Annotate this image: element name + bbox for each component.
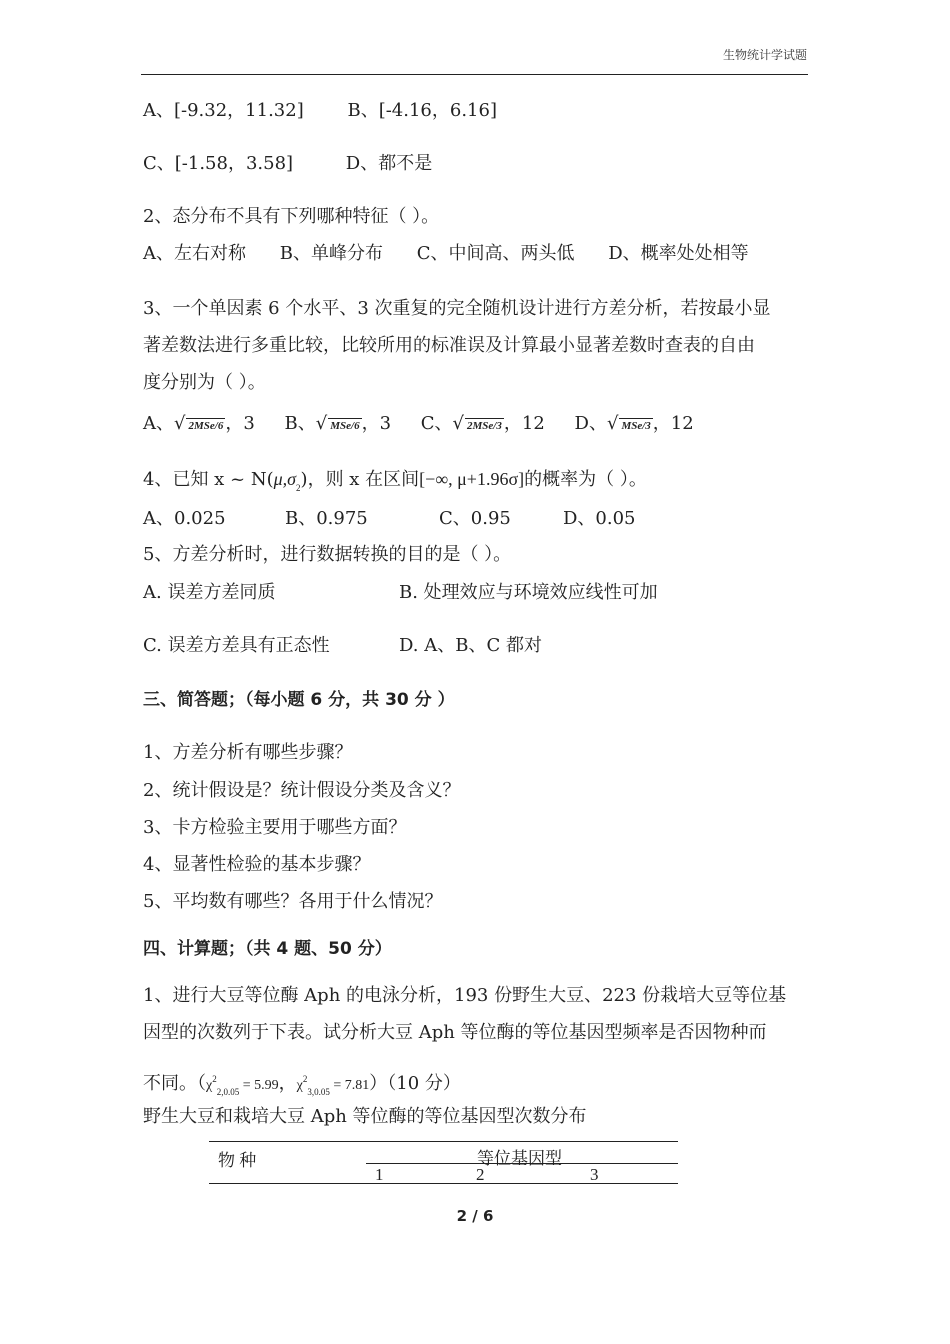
table-header-rule	[209, 1183, 678, 1184]
q2-option-d: D、概率处处相等	[608, 243, 749, 264]
q5-option-c: C. 误差方差具有正态性	[143, 635, 330, 656]
header-divider	[141, 74, 808, 75]
q4-dist-params: $\mu,\sigma_2$	[273, 469, 301, 493]
q3-stem-line-2: 著差数法进行多重比较，比较所用的标准误及计算最小显著差数时查表的自由	[143, 335, 755, 356]
q3-option-d: D、√ MSe/3 ，12	[574, 413, 694, 434]
q4-option-c: C、0.95	[439, 508, 511, 529]
section4-problem1-line-1: 1、进行大豆等位酶 Aph 的电泳分析，193 份野生大豆、223 份栽培大豆等位基	[143, 985, 787, 1006]
q4-option-d: D、0.05	[563, 508, 636, 529]
q3-option-c-expr: 2MSe/3	[467, 420, 502, 432]
q1-option-b: B、[-4.16，6.16]	[347, 100, 497, 121]
q4-option-b: B、0.975	[285, 508, 368, 529]
q3-option-d-expr: MSe/3	[621, 420, 651, 432]
section4-problem1-line-2: 因型的次数列于下表。试分析大豆 Aph 等位酶的等位基因型频率是否因物种而	[143, 1022, 767, 1043]
section3-item-1: 1、方差分析有哪些步骤？	[143, 742, 353, 763]
q2-stem: 2、态分布不具有下列哪种特征（ ）。	[143, 206, 440, 227]
section4-title: 四、计算题；（共 4 题、50 分）	[143, 939, 392, 959]
q5-options-row-2	[143, 634, 542, 658]
q1-option-c: C、[-1.58，3.58]	[143, 153, 294, 174]
section4-problem1-line-3: 不同。（$\chi^2_{2,0.05} = 5.99$，$\chi^2_{3,0.05} = 7.81)(10$ 分）	[143, 1073, 461, 1097]
q5-options-row-1	[143, 581, 658, 605]
q2-option-c: C、中间高、两头低	[416, 243, 575, 264]
table-subheader-1: 1	[375, 1165, 384, 1184]
q1-options-row-2	[143, 152, 432, 176]
sqrt-sign-icon: √	[606, 413, 619, 434]
section3-item-3: 3、卡方检验主要用于哪些方面？	[143, 817, 407, 838]
q3-option-a-expr: 2MSe/6	[188, 420, 224, 432]
table-header-genotype: 等位基因型	[477, 1149, 562, 1168]
chi-square-critical-1: $\chi^2_{2,0.05} = 5.99$	[206, 1074, 279, 1097]
table-top-rule	[209, 1141, 678, 1142]
table-header-species: 物 种	[218, 1151, 257, 1170]
page-number: 2 / 6	[456, 1207, 494, 1225]
q4-interval: [−∞, μ+1.96σ]	[419, 469, 525, 489]
q3-option-b-expr: MSe/6	[330, 420, 360, 432]
sqrt-sign-icon: √	[315, 413, 328, 434]
q3-option-a: A、√ 2MSe/6 ，3	[143, 413, 255, 434]
q3-options	[143, 412, 694, 436]
q3-option-b: B、√ MSe/6 ，3	[284, 413, 392, 434]
sqrt-sign-icon: √	[452, 413, 465, 434]
q2-option-b: B、单峰分布	[279, 243, 383, 264]
q4-options	[143, 507, 636, 531]
q4-option-a: A、0.025	[143, 508, 226, 529]
table-group-rule	[366, 1163, 678, 1164]
chi-square-critical-2: $\chi^2_{3,0.05} = 7.81$	[296, 1074, 370, 1097]
table-caption: 野生大豆和栽培大豆 Aph 等位酶的等位基因型次数分布	[143, 1106, 587, 1127]
section3-item-2: 2、统计假设是？统计假设分类及含义？	[143, 780, 461, 801]
sqrt-sign-icon: √	[174, 413, 186, 434]
q5-stem: 5、方差分析时，进行数据转换的目的是（ ）。	[143, 544, 512, 565]
q3-stem-line-1: 3、一个单因素 6 个水平、3 次重复的完全随机设计进行方差分析，若按最小显	[143, 298, 771, 319]
q5-option-b: B. 处理效应与环境效应线性可加	[399, 582, 658, 603]
q2-options	[143, 242, 749, 266]
genotype-table	[209, 1141, 678, 1185]
q3-option-c: C、√ 2MSe/3 ，12	[420, 413, 545, 434]
q1-option-d: D、都不是	[345, 153, 433, 174]
table-subheader-3: 3	[590, 1165, 599, 1184]
section3-title: 三、简答题；（每小题 6 分，共 30 分 ）	[143, 690, 455, 710]
q1-options-row-1	[143, 99, 497, 123]
q5-option-d: D. A、B、C 都对	[399, 635, 542, 656]
section3-item-5: 5、平均数有哪些？各用于什么情况？	[143, 891, 443, 912]
page-header-title: 生物统计学试题	[722, 48, 807, 62]
q5-option-a: A. 误差方差同质	[143, 582, 276, 603]
q4-stem: 4、已知 x ~ $N(\mu,\sigma_2)$，则 x 在区间[−∞, μ+1.96σ]的概率为（ ）。	[143, 469, 647, 493]
section3-item-4: 4、显著性检验的基本步骤？	[143, 854, 371, 875]
q1-option-a: A、[-9.32，11.32]	[143, 100, 304, 121]
table-subheader-2: 2	[476, 1165, 485, 1184]
q3-stem-line-3: 度分别为（ ）。	[143, 372, 266, 393]
q2-option-a: A、左右对称	[143, 243, 246, 264]
